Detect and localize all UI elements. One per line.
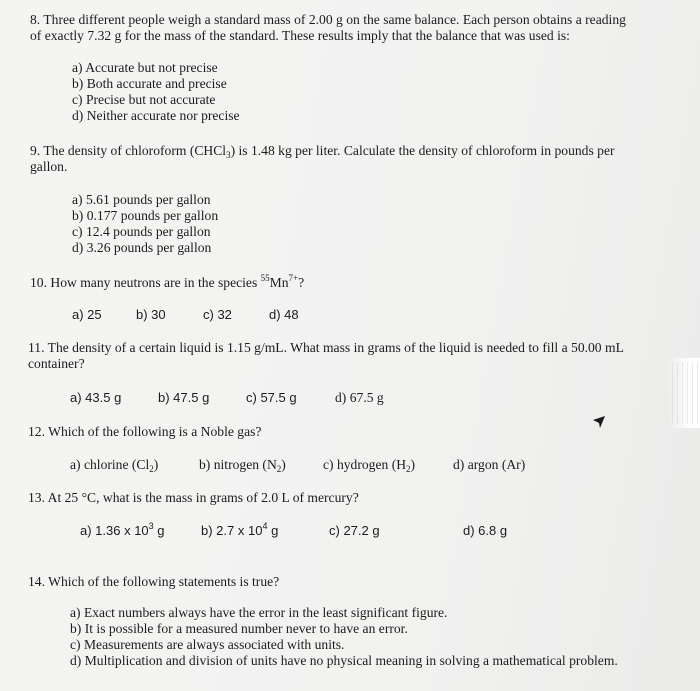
q14-option-b: b) It is possible for a measured number never to have an error. (70, 621, 408, 636)
q8-option-c: c) Precise but not accurate (72, 92, 216, 107)
q12-text: 12. Which of the following is a Noble gas? (28, 424, 262, 439)
q10-option-a: a) 25 (72, 307, 102, 322)
q9-text-line1: 9. The density of chloroform (CHCl$_3$) is 1.48 kg per liter. Calculate the density of chloroform in pounds per (30, 143, 615, 160)
q11-option-d: d) 67.5 g (335, 390, 384, 405)
q12-option-c: c) hydrogen $(H_2)$ (323, 457, 416, 474)
q14-text: 14. Which of the following statements is true? (28, 574, 280, 589)
q13-option-d: d) 6.8 g (463, 523, 508, 538)
q8-option-d: d) Neither accurate nor precise (72, 108, 240, 123)
q14-option-a: a) Exact numbers always have the error in the least significant figure. (70, 605, 448, 620)
cursor-arrow-icon (592, 414, 606, 430)
q13-option-c: c) 27.2 g (329, 523, 380, 538)
q13-option-b: b) 2.7 x $10^4$ g (201, 521, 279, 538)
q10-option-c: c) 32 (203, 307, 232, 322)
q11-option-a: a) 43.5 g (70, 390, 122, 405)
q10-option-b: b) 30 (136, 307, 166, 322)
q11-text-line2: container? (28, 356, 85, 371)
q8-text-line1: 8. Three different people weigh a standard mass of 2.00 g on the same balance. Each person obtains a reading (30, 12, 626, 27)
q9-option-c: c) 12.4 pounds per gallon (72, 224, 211, 239)
q9-text-line2: gallon. (30, 159, 68, 174)
q12-option-d: d) argon (Ar) (453, 457, 526, 472)
q11-option-b: b) 47.5 g (158, 390, 210, 405)
q14-option-d: d) Multiplication and division of units have no physical meaning in solving a mathematical problem. (70, 653, 618, 668)
q9-option-d: d) 3.26 pounds per gallon (72, 240, 212, 255)
q13-text: 13. At 25 °C, what is the mass in grams of 2.0 L of mercury? (28, 490, 359, 505)
q10-option-d: d) 48 (269, 307, 299, 322)
q9-option-b: b) 0.177 pounds per gallon (72, 208, 219, 223)
q8-option-b: b) Both accurate and precise (72, 76, 227, 91)
q9-option-a: a) 5.61 pounds per gallon (72, 192, 211, 207)
q11-option-c: c) 57.5 g (246, 390, 297, 405)
q13-option-a: a) 1.36 x $10^3$ g (80, 521, 165, 538)
q12-option-b: b) nitrogen $(N_2)$ (199, 457, 286, 474)
q8-text-line2: of exactly 7.32 g for the mass of the standard. These results imply that the balance that was used is: (30, 28, 570, 43)
q10-text: 10. How many neutrons are in the species $^{55}Mn^{7+}$? (30, 273, 305, 290)
q14-option-c: c) Measurements are always associated with units. (70, 637, 345, 652)
photo-glare-texture (672, 362, 700, 424)
q11-text-line1: 11. The density of a certain liquid is 1.15 g/mL. What mass in grams of the liquid is needed to fill a 50.00 mL (28, 340, 624, 355)
q12-option-a: a) chlorine $(Cl_2)$ (70, 457, 159, 474)
q8-option-a: a) Accurate but not precise (72, 60, 218, 75)
